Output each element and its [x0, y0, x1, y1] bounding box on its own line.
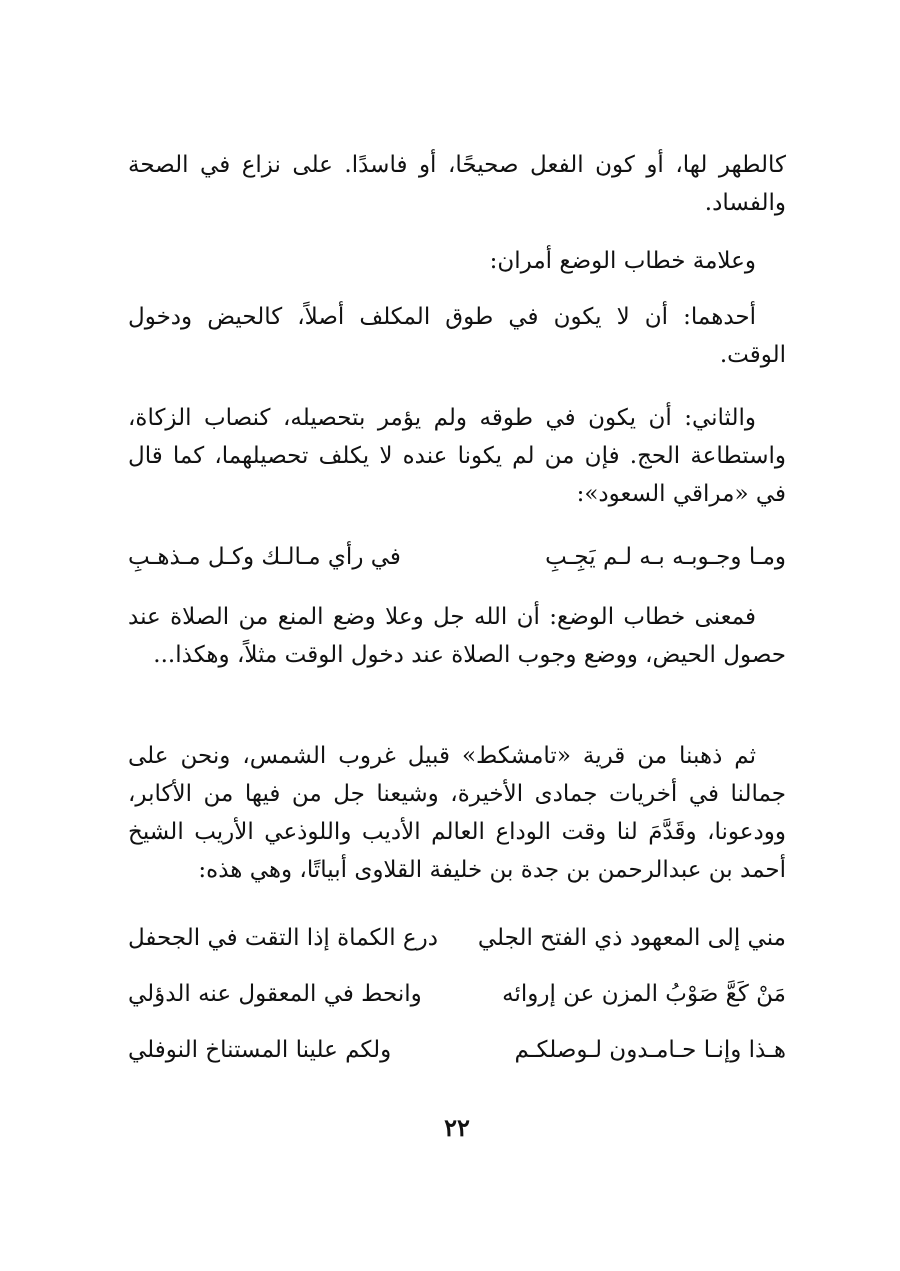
poem-line-3: [128, 1030, 786, 1070]
verse-first-hemistich: ومـا وجـوبـه بـه لـم يَجِـبِ: [545, 544, 786, 570]
verse-second-hemistich: في رأي مـالـك وكـل مـذهـبِ: [128, 544, 401, 570]
poem-line-3-first-hemistich: هـذا وإنـا حـامـدون لـوصلكـم: [514, 1037, 786, 1063]
paragraph-narrative: ثم ذهبنا من قرية «تامشكط» قبيل غروب الشمس، ونحن على جمالنا في أخريات جمادى الأخيرة، وشيعنا جل من فيها من الأكابر، وودعونا، وقَدَّمَ لنا وقت الوداع العالم الأديب واللوذعي الأريب الشيخ أحمد بن عبدالرحمن بن جدة بن خليفة القلاوى أبياتًا، وهي هذه:: [128, 743, 786, 883]
paragraph-meaning: فمعنى خطاب الوضع: أن الله جل وعلا وضع المنع من الصلاة عند حصول الحيض، ووضع وجوب الصلاة عند دخول الوقت مثلاً، وهكذا...: [128, 604, 786, 668]
page-number: ٢٢: [444, 1113, 470, 1142]
poem-line-1-first-hemistich: مني إلى المعهود ذي الفتح الجلي: [477, 925, 786, 951]
poem-line-1-second-hemistich: درع الكماة إذا التقت في الجحفل: [128, 925, 438, 951]
verse-quote: [128, 537, 786, 577]
document-page: [128, 0, 786, 1271]
paragraph-first-marker: أحدهما: أن لا يكون في طوق المكلف أصلاً، كالحيض ودخول الوقت.: [128, 304, 786, 368]
poem-line-2-first-hemistich: مَنْ كَعَّ صَوْبُ المزن عن إروائه: [502, 981, 786, 1007]
paragraph-second-marker: والثاني: أن يكون في طوقه ولم يؤمر بتحصيله، كنصاب الزكاة، واستطاعة الحج. فإن من لم يكونا عنده لا يكلف تحصيلهما، كما قال في «مراقي السعود»:: [128, 405, 786, 507]
paragraph-markers-heading: وعلامة خطاب الوضع أمران:: [489, 248, 756, 274]
poem-line-3-second-hemistich: ولكم علينا المستناخ النوفلي: [128, 1037, 392, 1063]
paragraph-continuation: كالطهر لها، أو كون الفعل صحيحًا، أو فاسدًا. على نزاع في الصحة والفساد.: [128, 152, 786, 216]
poem-line-2-second-hemistich: وانحط في المعقول عنه الدؤلي: [128, 981, 422, 1007]
poem-line-2: [128, 974, 786, 1014]
poem-line-1: [128, 918, 786, 958]
